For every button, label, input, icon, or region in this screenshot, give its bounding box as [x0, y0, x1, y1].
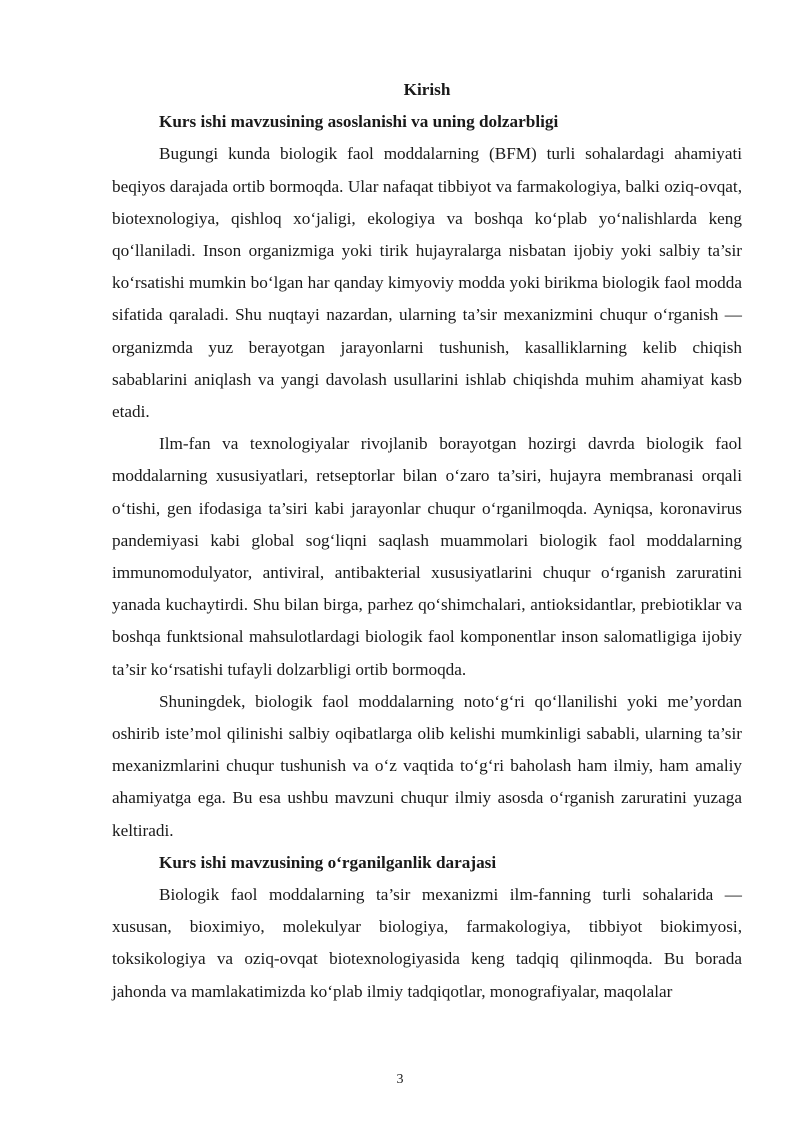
paragraph: Ilm-fan va texnologiyalar rivojlanib borayotgan hozirgi davrda biologik faol moddalarning xususiyatlari, retseptorlar bilan o‘zaro ta’siri, hujayra membranasi orqali o‘tishi, gen ifodasiga ta’siri kabi jarayonlar chuqur o‘rganilmoqda. Ayniqsa, koronavirus pandemiyasi kabi global sog‘liqni saqlash muammolari biologik faol moddalarning immunomodulyator, antiviral, antibakterial xususiyatlarini chuqur o‘rganish zaruratini yanada kuchaytirdi. Shu bilan birga, parhez qo‘shimchalari, antioksidantlar, prebiotiklar va boshqa funktsional mahsulotlardagi biologik faol komponentlar inson salomatligiga ijobiy ta’sir ko‘rsatishi tufayli dolzarbligi ortib bormoqda.: [112, 434, 742, 679]
paragraph: Biologik faol moddalarning ta’sir mexanizmi ilm-fanning turli sohalarida — xususan, bioximiyo, molekulyar biologiya, farmakologiya, tibbiyot biokimyosi, toksikologiya va oziq-ovqat biotexnologiyasida keng tadqiq qilinmoqda. Bu borada jahonda va mamlakatimizda ko‘plab ilmiy tadqiqotlar, monografiyalar, maqolalar: [112, 885, 742, 1001]
page-content: [112, 74, 742, 1008]
page-title: Kirish: [403, 80, 451, 99]
page-number: 3: [396, 1072, 404, 1087]
paragraph: Shuningdek, biologik faol moddalarning noto‘g‘ri qo‘llanilishi yoki me’yordan oshirib iste’mol qilinishi salbiy oqibatlarga olib kelishi mumkinligi sababli, ularning ta’sir mexanizmlarini chuqur tushunish va o‘z vaqtida to‘g‘ri baholash ham ilmiy, ham amaliy ahamiyatga ega. Bu esa ushbu mavzuni chuqur ilmiy asosda o‘rganish zaruratini yuzaga keltiradi.: [112, 691, 742, 840]
section-heading-relevance: Kurs ishi mavzusining asoslanishi va uning dolzarbligi: [159, 112, 559, 132]
section-heading-study-level: Kurs ishi mavzusining o‘rganilganlik darajasi: [159, 852, 497, 872]
paragraph: Bugungi kunda biologik faol moddalarning (BFM) turli sohalardagi ahamiyati beqiyos darajada ortib bormoqda. Ular nafaqat tibbiyot va farmakologiya, balki oziq-ovqat, biotexnologiya, qishloq xo‘jaligi, ekologiya va boshqa ko‘plab yo‘nalishlarda keng qo‘llaniladi. Inson organizmiga yoki tirik hujayralarga nisbatan ijobiy yoki salbiy ta’sir ko‘rsatishi mumkin bo‘lgan har qanday kimyoviy modda yoki birikma biologik faol modda sifatida qaraladi. Shu nuqtayi nazardan, ularning ta’sir mexanizmini chuqur o‘rganish — organizmda yuz berayotgan jarayonlarni tushunish, kasalliklarning kelib chiqish sabablarini aniqlash va yangi davolash usullarini ishlab chiqishda muhim ahamiyat kasb etadi.: [112, 144, 742, 422]
